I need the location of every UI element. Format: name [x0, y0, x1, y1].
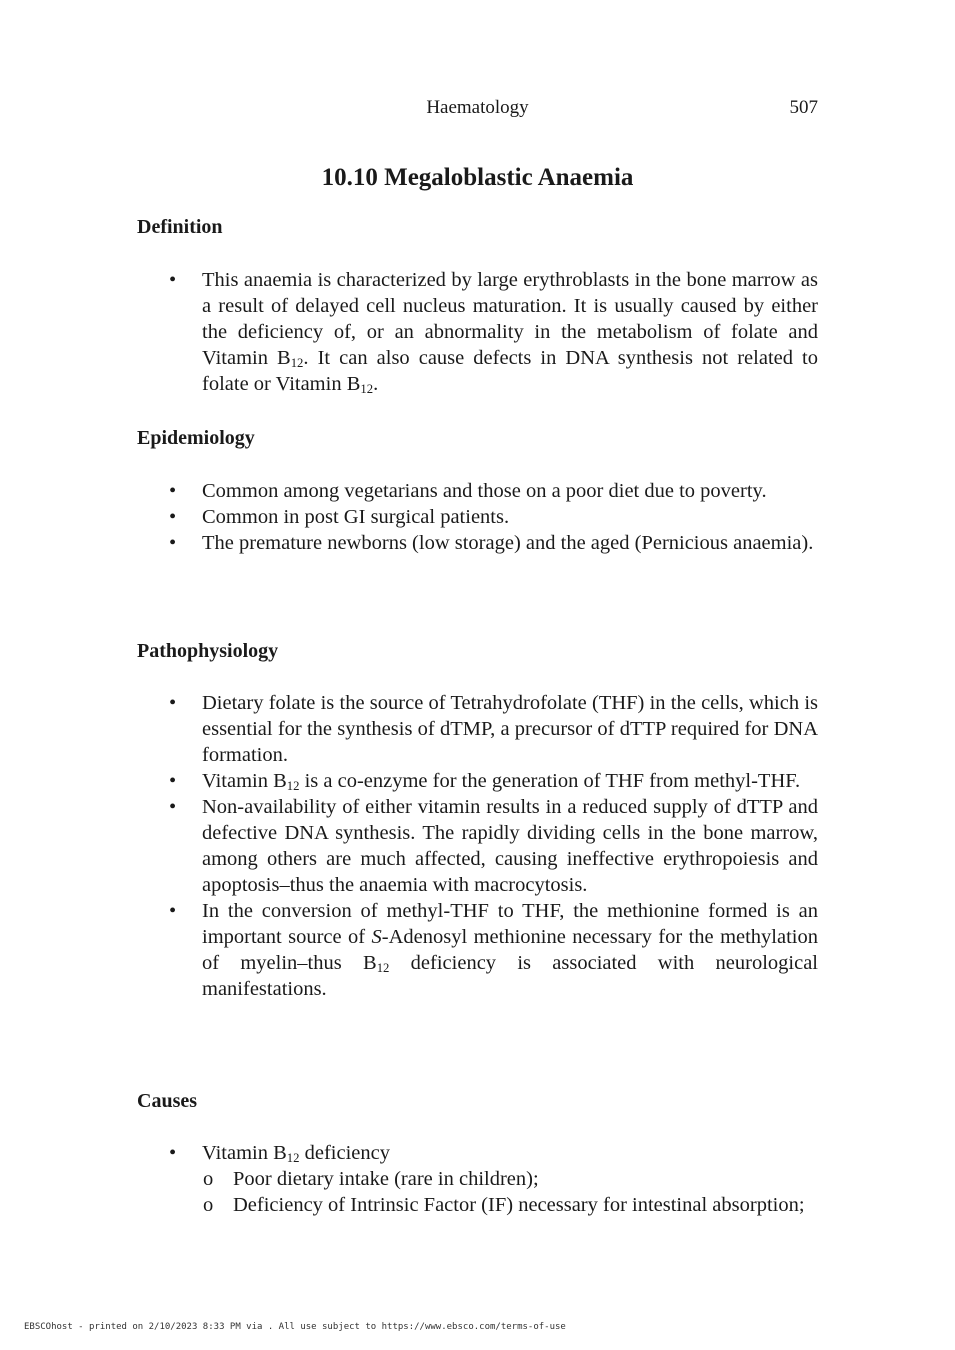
sub-list-item: o Deficiency of Intrinsic Factor (IF) necessary for intestinal absorption; — [233, 1192, 818, 1218]
definition-list — [202, 267, 818, 397]
list-item: • In the conversion of methyl-THF to THF, the methionine formed is an important source of S-Adenosyl methionine necessary for the methylation of myelin–thus $B_{12}$ deficiency is associated with neurological manifestations. — [202, 898, 818, 1002]
epidemiology-list — [202, 478, 818, 556]
italic-text: S — [371, 926, 382, 948]
pathophysiology-heading: Pathophysiology — [137, 640, 279, 662]
subscript: 12 — [286, 1151, 300, 1166]
causes-list — [202, 1140, 818, 1218]
list-item: • Vitamin $B_{12}$ is a co-enzyme for the generation of THF from methyl-THF. — [202, 768, 818, 794]
list-item: • Common among vegetarians and those on a poor diet due to poverty. — [202, 478, 818, 504]
page-number: 507 — [789, 97, 818, 118]
ebsco-footer: EBSCOhost - printed on 2/10/2023 8:33 PM via . All use subject to https://www.ebsco.com/terms-of-use — [24, 1322, 566, 1332]
definition-heading: Definition — [137, 216, 223, 238]
list-item: • Common in post GI surgical patients. — [202, 504, 818, 530]
subscript: 12 — [376, 961, 390, 976]
subscript: 12 — [286, 779, 300, 794]
causes-heading: Causes — [137, 1090, 198, 1112]
list-item: • This anaemia is characterized by large erythroblasts in the bone marrow as a result of delayed cell nucleus maturation. It is usually caused by either the deficiency of, or an abnormality in the metabolism of folate and Vitamin $B_{12}$. It can also cause defects in DNA synthesis not related to folate or Vitamin $B_{12}$. — [202, 267, 818, 397]
subscript: 12 — [360, 382, 374, 397]
pathophysiology-list — [202, 690, 818, 1002]
list-item: • Non-availability of either vitamin results in a reduced supply of dTTP and defective DNA synthesis. The rapidly dividing cells in the bone marrow, among others are much affected, causing ineffective erythropoiesis and apoptosis–thus the anaemia with macrocytosis. — [202, 794, 818, 898]
chapter-title: 10.10 Megaloblastic Anaemia — [321, 164, 634, 191]
sub-list-item: o Poor dietary intake (rare in children); — [233, 1166, 818, 1192]
list-item: • Vitamin $B_{12}$ deficiency o Poor dietary intake (rare in children); o Deficiency of Intrinsic Factor (IF) necessary for intestinal absorption; — [202, 1140, 818, 1218]
subscript: 12 — [290, 356, 304, 371]
list-item: • The premature newborns (low storage) and the aged (Pernicious anaemia). — [202, 530, 818, 556]
running-title: Haematology — [426, 97, 529, 118]
epidemiology-heading: Epidemiology — [137, 427, 255, 449]
list-item: • Dietary folate is the source of Tetrahydrofolate (THF) in the cells, which is essential for the synthesis of dTMP, a precursor of dTTP required for DNA formation. — [202, 690, 818, 768]
sub-list — [202, 1166, 818, 1218]
